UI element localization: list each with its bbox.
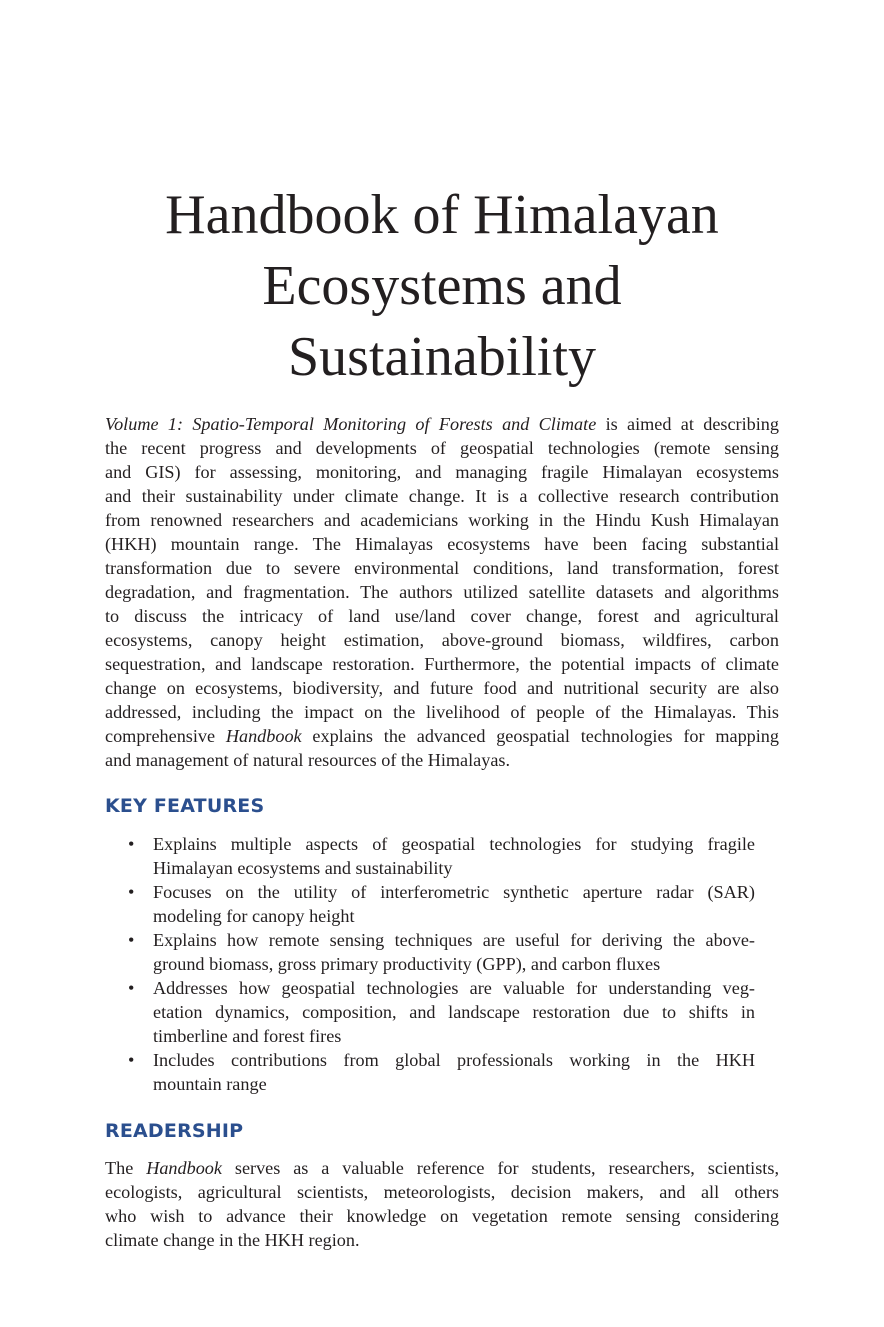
bullet-icon: • [128,978,135,998]
description-line: comprehensive Handbook explains the advanced geospatial technologies for mapping [105,726,779,746]
description-line: change on ecosystems, biodiversity, and future food and nutritional security are also [105,678,779,698]
bullet-icon: • [128,834,135,854]
title-line-1: Handbook of Himalayan [165,184,719,246]
list-item: • Includes contributions from global professionals working in the HKH mountain range [128,1050,755,1094]
description-line: to discuss the intricacy of land use/land cover change, forest and agricultural [105,606,779,626]
list-item: • Focuses on the utility of interferometric synthetic aperture radar (SAR) modeling for canopy height [128,882,755,926]
description-line: and their sustainability under climate change. It is a collective research contribution [105,486,779,506]
title-line-3: Sustainability [288,326,596,388]
description-line: Volume 1: Spatio-Temporal Monitoring of Forests and Climate is aimed at describing [105,414,779,434]
readership-line: who wish to advance their knowledge on vegetation remote sensing considering [105,1206,779,1226]
book-title [60,180,824,393]
description-line: and GIS) for assessing, monitoring, and managing fragile Himalayan ecosystems [105,462,779,482]
description-line: transformation due to severe environmental conditions, land transformation, forest [105,558,779,578]
book-description [105,412,779,772]
bullet-icon: • [128,1050,135,1070]
list-item: • Explains multiple aspects of geospatial technologies for studying fragile Himalayan ecosystems and sustainability [128,834,755,878]
title-line-2: Ecosystems and [262,255,622,317]
description-line: (HKH) mountain range. The Himalayas ecosystems have been facing substantial [105,534,779,554]
description-line: and management of natural resources of the Himalayas. [105,750,511,770]
readership-line: The Handbook serves as a valuable reference for students, researchers, scientists, [105,1158,779,1178]
readership-line: ecologists, agricultural scientists, meteorologists, decision makers, and all others [105,1182,779,1202]
readership-line: climate change in the HKH region. [105,1230,360,1250]
key-features-list [128,832,755,1096]
bullet-icon: • [128,882,135,902]
list-item: • Addresses how geospatial technologies are valuable for understanding veg- etation dynamics, composition, and landscape restoration due to shifts in timberline and forest fires [128,978,755,1046]
bullet-icon: • [128,930,135,950]
key-features-heading: KEY FEATURES [105,795,265,817]
readership-paragraph [105,1156,779,1252]
description-line: degradation, and fragmentation. The authors utilized satellite datasets and algorithms [105,582,779,602]
description-line: from renowned researchers and academicians working in the Hindu Kush Himalayan [105,510,779,530]
description-line: sequestration, and landscape restoration. Furthermore, the potential impacts of climate [105,654,779,674]
list-item: • Explains how remote sensing techniques are useful for deriving the above- ground biomass, gross primary productivity (GPP), and carbon fluxes [128,930,755,974]
description-line: addressed, including the impact on the livelihood of people of the Himalayas. This [105,702,779,722]
volume-title: Volume 1: Spatio-Temporal Monitoring of Forests and Climate [105,414,597,434]
description-line: ecosystems, canopy height estimation, above-ground biomass, wildfires, carbon [105,630,779,650]
readership-heading: READERSHIP [105,1120,244,1142]
description-line: the recent progress and developments of geospatial technologies (remote sensing [105,438,779,458]
